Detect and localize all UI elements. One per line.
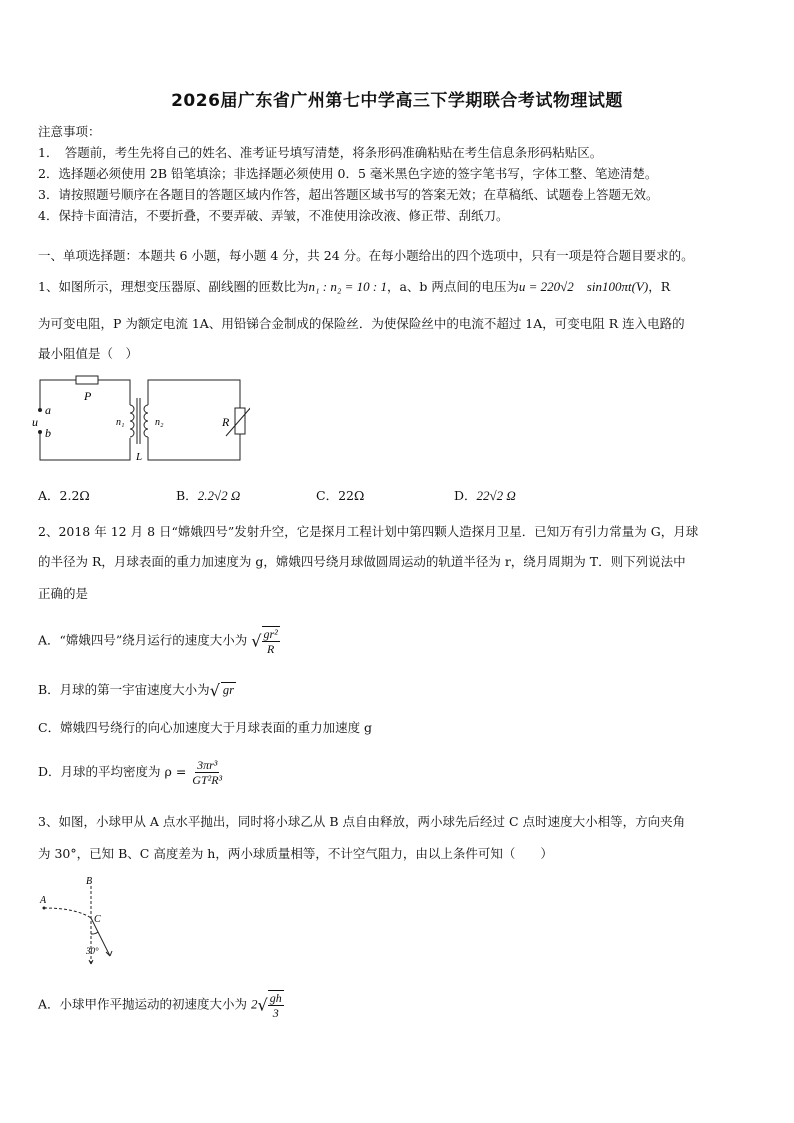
q3-label-angle: 30° <box>86 946 99 956</box>
q3-label-a: A <box>40 895 47 906</box>
q1-turns-ratio: n₁ : n₂ = 10 : 1 <box>308 279 387 294</box>
q3-projectile-diagram <box>36 872 126 968</box>
notice-item-1: 1． 答题前，考生先将自己的姓名、准考证号填写清楚，将条形码准确粘贴在考生信息条形码粘贴区。 <box>38 145 603 160</box>
notice-item-4: 4．保持卡面清洁，不要折叠，不要弄破、弄皱，不准使用涂改液、修正带、刮纸刀。 <box>38 208 509 223</box>
q2-line2: 的半径为 R，月球表面的重力加速度为 g，嫦娥四号绕月球做圆周运动的轨道半径为 r，绕月周期为 T．则下列说法中 <box>38 554 686 569</box>
section-heading: 一、单项选择题：本题共 6 小题，每小题 4 分，共 24 分。在每小题给出的四个选项中，只有一项是符合题目要求的。 <box>38 248 694 263</box>
q1-voltage-expr: u = 220√2 sin100πt(V) <box>518 279 649 294</box>
q1-label-l: L <box>136 451 143 463</box>
q1-line2: 为可变电阻，P 为额定电流 1A、用铅锑合金制成的保险丝．为使保险丝中的电流不超过 1A，可变电阻 R 连入电路的 <box>38 316 685 331</box>
q1-option-d: D．22√2 Ω <box>454 488 516 503</box>
notice-heading: 注意事项： <box>38 124 101 139</box>
q2-option-c: C．嫦娥四号绕行的向心加速度大于月球表面的重力加速度 g <box>38 720 373 735</box>
notice-item-2: 2．选择题必须使用 2B 铅笔填涂；非选择题必须使用 0．5 毫米黑色字迹的签字笔书写，字体工整、笔迹清楚。 <box>38 166 658 181</box>
page-title: 2026届广东省广州第七中学高三下学期联合考试物理试题 <box>171 91 623 111</box>
q2-line1: 2、2018 年 12 月 8 日“嫦娥四号”发射升空，它是探月工程计划中第四颗人造探月卫星．已知万有引力常量为 G，月球 <box>38 524 699 539</box>
q3-label-b: B <box>86 876 93 887</box>
q2-line3: 正确的是 <box>38 586 89 601</box>
q1-label-u: u <box>32 415 38 429</box>
q1-line3: 最小阻值是（ ） <box>38 346 139 361</box>
q1-label-n1: n₁ <box>116 417 125 428</box>
q3-option-a: A．小球甲作平抛运动的初速度大小为 2√ $\frac{gh}{3}$ <box>38 991 282 1020</box>
q1-option-a: A．2.2Ω <box>38 488 90 503</box>
q1-line1: 1、如图所示，理想变压器原、副线圈的匝数比为n₁ : n₂ = 10 : 1，a、b 两点间的电压为u = 220√2 sin100πt(V)，R <box>38 279 671 294</box>
q3-line2: 为 30°，已知 B、C 高度差为 h，两小球质量相等，不计空气阻力，由以上条件可知（ ） <box>38 846 553 861</box>
q2-option-a: A．“嫦娥四号”绕月运行的速度大小为 √ $\frac{\text{gr²}}{R}$ <box>38 627 278 656</box>
q1-label-r: R <box>222 415 230 429</box>
q3-label-c: C <box>94 914 101 925</box>
q1-label-a: a <box>45 403 51 417</box>
q1-circuit-diagram <box>30 370 250 470</box>
q1-label-n2: n₂ <box>155 417 164 428</box>
q2-option-d: D．月球的平均密度为 ρ = $\frac{\text{3πr³}}{\text{GT²R³}}$ <box>38 758 223 787</box>
q1-option-b: B．2.2√2 Ω <box>176 488 241 503</box>
q1-label-p: P <box>84 389 92 403</box>
q3-line1: 3、如图，小球甲从 A 点水平抛出，同时将小球乙从 B 点自由释放，两小球先后经过 C 点时速度大小相等，方向夹角 <box>38 814 686 829</box>
notice-item-3: 3．请按照题号顺序在各题目的答题区域内作答，超出答题区域书写的答案无效；在草稿纸、试题卷上答题无效。 <box>38 187 659 202</box>
q1-option-c: C．22Ω <box>316 488 365 503</box>
q1-label-b: b <box>45 426 51 440</box>
q2-option-b: B．月球的第一宇宙速度大小为√ gr <box>38 681 235 700</box>
